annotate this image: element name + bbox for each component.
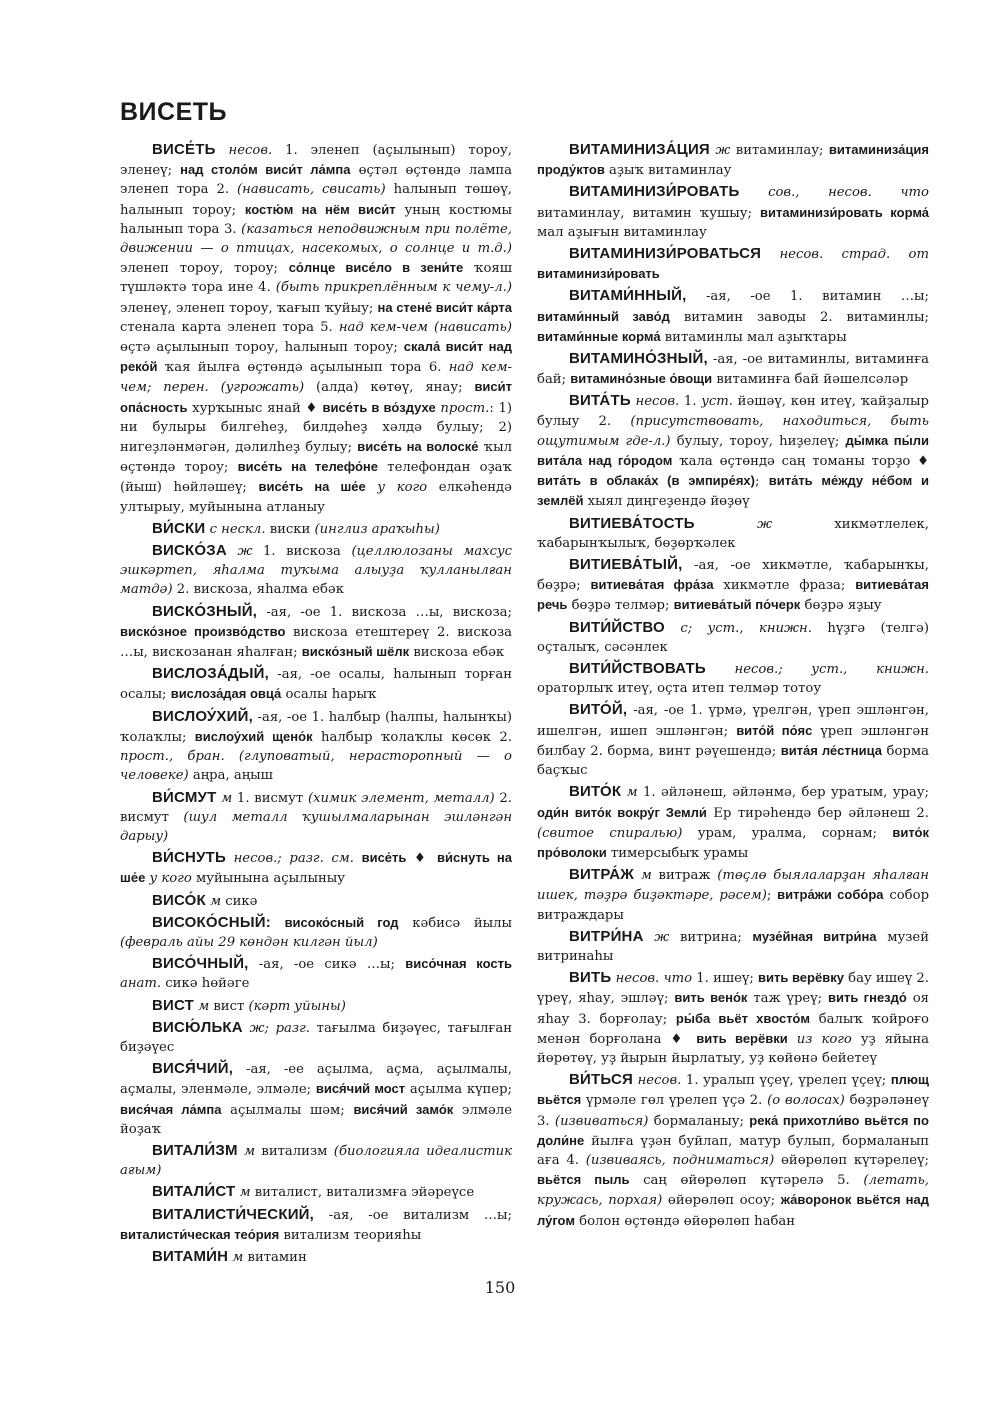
definition-text: 1. висмут [232,790,308,806]
example-phrase: вита́ть в облака́х (в эмпире́ях) [537,473,755,489]
dictionary-entry [537,182,929,242]
definition-text: ҡояш түшләктә тора ине 4. [120,261,513,296]
headword: ВИТО́К [569,783,622,801]
dictionary-entry [537,927,929,966]
definition-text: эленеп тороу, тороу; [120,261,289,277]
definition-text: витаминлау, витамин ҡушыу; [537,205,761,221]
definition-text: витализм [255,1143,334,1159]
example-phrase: виско́зное произво́дство [120,623,286,639]
grammar-note: ж [654,929,670,945]
definition-text [354,851,362,866]
headword: ВИСО́ЧНЫЙ, [152,955,249,973]
example-phrase: витра́жи собо́ра [777,887,884,903]
definition-text: аҫылма күпер; [405,1082,512,1098]
definition-text: хыял диңгеҙендә йөҙөү [583,494,750,510]
example-phrase: ви́снуть на ше́е [120,850,512,886]
definition-text: 2. висмут [120,790,512,825]
definition-text: -ая, -ое 1. вискоза …ы, вискоза; [257,604,512,620]
definition-text: өҫтәл өҫтөндә лампа эленеп тора 2. [120,163,512,198]
example-phrase: вить вено́к [674,990,748,1006]
headword: ВИТИЕВА́ТЫЙ, [569,556,683,574]
dictionary-entry [537,782,929,863]
definition-text: өйөрөлөп күтәрелеү; [774,1152,929,1168]
grammar-note: м [239,1185,251,1201]
definition-text: аңра, аңыш [188,768,273,784]
example-phrase: високо́сный год [284,914,399,930]
grammar-note: с нескл. [209,521,266,537]
headword: ВИСОКО́СНЫЙ: [152,913,271,931]
definition-text: вискоза ебәк [409,645,505,661]
dictionary-entry [537,968,929,1068]
example-phrase: висе́ть [361,850,407,866]
headword: ВИ́ТЬСЯ [569,1071,633,1089]
definition-text: бөҙрә яҙыу [800,598,882,614]
definition-text: ҡая йылға өҫтөндә аҫылынып тора 6. [157,360,449,376]
definition-text: музей витринаһы [537,929,929,964]
headword: ВИТАМИНИЗИ́РОВАТЬ [569,183,740,201]
definition-text: уның костюмы һалынып тора 3. [120,202,513,237]
headword: ВИСКО́ЗНЫЙ, [152,602,258,620]
definition-text [271,916,285,931]
grammar-note: (целлюлозаны махсус эшкәртеп, яһалма туҡыма алыуҙа ҡулланылған матдә) [120,544,512,598]
example-phrase: витиева́тый по́черк [673,597,801,613]
example-phrase: вися́чий замо́к [353,1101,454,1117]
grammar-note: над кем-чем (нависать) [338,319,512,335]
definition-text: болон өҫтөндә өйөрөлөп һабан [574,1213,796,1229]
example-phrase: костю́м на нём виси́т [244,201,396,217]
headword: ВИТАЛИ́СТ [152,1183,236,1201]
left-column [120,140,512,1269]
definition-text: витамин [243,1249,307,1265]
example-phrase: плющ вьётся [537,1072,929,1108]
definition-text: витализм теорияһы [279,1227,422,1243]
definition-text: тағылма биҙәүес, тағылған биҙәүес [120,1020,512,1055]
example-phrase: вьётся пыль [537,1172,630,1188]
grammar-note: прост. [440,400,490,416]
headword: ВИТАМИ́ННЫЙ, [569,287,687,305]
definition-text: -ая, -ое 1. һалбыр (һалпы, һалынҡы) ҡолаҡлы; [120,709,512,745]
headword: ВИСЕ́ТЬ [152,141,216,158]
headword: ВИТАМИНО́ЗНЫЙ, [569,350,708,368]
example-phrase: вислоза́дая овца́ [170,686,282,702]
headword: ВИТО́Й, [569,701,628,719]
definition-text: виталист, витализмға эйәреүсе [250,1185,475,1201]
example-phrase: виталисти́ческая тео́рия [120,1226,280,1242]
example-phrase: витамино́зные о́вощи [570,371,713,387]
example-phrase: жа́воронок вьётся над лу́гом [537,1192,929,1228]
grammar-note: м [221,790,233,806]
example-phrase: вита́ть ме́жду не́бом и землёй [537,473,930,509]
grammar-note: сов., несов. что [768,185,929,201]
definition-text: урам, уралма, сорнам; [682,825,893,841]
dictionary-entry [120,996,512,1016]
dictionary-entry [537,555,929,616]
example-phrase: виско́зный шёлк [301,644,410,660]
headword: ВИСО́К [152,891,206,909]
grammar-note: м [232,1249,244,1265]
dictionary-entry [537,244,929,284]
grammar-note: м [210,893,222,909]
dictionary-entry [537,1070,929,1231]
grammar-note: у кого [377,480,428,496]
definition-text: өйөрөлөп осоу; [662,1193,781,1209]
example-phrase: висе́ть на ше́е [258,479,366,495]
definition-text: ҡыл өҫтөндә тороу; [120,440,512,476]
grammar-note: м [626,785,638,801]
dictionary-entry [120,913,512,952]
definition-text: һүҙгә (телгә) оҫталыҡ, сәсәнлек [537,620,929,655]
headword: ВИСЯ́ЧИЙ, [152,1060,234,1078]
dictionary-entry [120,1018,512,1057]
grammar-note: с; уст., книжн. [680,620,812,636]
example-phrase: на стене́ виси́т ка́рта [377,299,513,315]
dictionary-entry [120,519,512,539]
definition-text: ♦ [406,851,437,867]
definition-text: виски [265,521,315,537]
dictionary-entry [537,514,929,553]
definition-text: -ая, -ое осалы, һалынып торған осалы; [120,667,512,703]
dictionary-entry [120,954,512,993]
headword: ВИТИ́ЙСТВО [569,618,665,636]
definition-text: бөҙрәләнеү 3. [537,1093,930,1129]
definition-text: 1. [679,394,702,410]
headword: ВИТЬ [569,969,612,987]
grammar-note: несов. [637,1073,682,1089]
definition-text: 1. вискоза [252,544,352,560]
dictionary-entry [120,541,512,600]
dictionary-entry [120,891,512,911]
definition-text: 2. вискоза, яһалма ебәк [172,582,344,598]
definition-text [761,247,779,262]
headword: ВИ́СКИ [152,519,206,537]
dictionary-entry [120,788,512,847]
dictionary-entry [537,618,929,657]
headword: ВИТИЕВА́ТОСТЬ [569,514,695,532]
headword: ВИТА́ТЬ [569,392,631,410]
definition-text [243,1021,250,1036]
definition-text: бөҙрә телмәр; [567,598,674,614]
definition-text: мал аҙығын витаминлау [537,224,707,240]
definition-text [706,662,735,677]
grammar-note: (быть прикреплённым к чему-л.) [275,280,512,296]
definition-text: -ая, -ее аҫылма, аҫма, аҫылмалы, аҫмалы, эленмәле, элмәле; [120,1062,512,1098]
grammar-note: несов.; уст., книжн. [734,662,929,678]
example-phrase: над столо́м виси́т ла́мпа [180,162,351,178]
headword: ВИТАМИНИЗИ́РОВАТЬСЯ [569,245,762,263]
definition-text: стенала карта эленеп тора 5. [120,319,339,335]
grammar-note: ж; разг. [249,1020,310,1036]
example-phrase: вить верёвку [758,970,844,986]
example-phrase: висе́ть на волоске́ [357,439,479,455]
definition-text [665,621,680,636]
definition-text [226,851,234,866]
definition-text: элмәле йоҙаҡ [120,1102,512,1137]
example-phrase: виси́т опа́сность [120,379,513,415]
dictionary-entry [537,140,929,180]
definition-text [695,517,757,532]
definition-text: сикә [221,893,258,909]
definition-text: вискоза етештереү 2. вискоза …ы, вискозанан яһалған; [120,624,512,661]
grammar-note: ж [715,143,731,158]
example-phrase: ры́ба вьёт хвосто́м [675,1010,810,1026]
grammar-note: уст. [701,394,733,410]
grammar-note: м [198,998,210,1014]
definition-text: елкәһендә ултырыу, муйынына атланыу [120,480,512,515]
definition-text: уҙ яйына йөрөтөү, уҙ йырын йырлатыу, уҙ көйөнә бейетеү [537,1031,930,1066]
definition-text: ; [754,474,769,490]
grammar-note: несов. [228,143,273,158]
right-column [537,140,929,1233]
example-phrase: висе́ть на телефо́не [237,459,379,475]
example-phrase: со́лнце висе́ло в зени́те [288,260,464,276]
definition-text: 1. ишеү; [692,971,759,987]
definition-text: булыу, тороу, һиҙелеү; [670,433,846,449]
definition-text: -ая, -ое хикмәтле, ҡабарынҡы, бөҙрә; [537,558,929,594]
headword: ВИСТ [152,996,195,1014]
headword: ВИСЮ́ЛЬКА [152,1018,243,1036]
definition-text: телефондан оҙаҡ (йыш) һөйләшеү; [120,460,512,496]
example-phrase: скала́ виси́т над реко́й [120,339,512,375]
definition-text: -ая, -ое витализм …ы; [314,1207,512,1223]
definition-text: өҫтә аҫылынып тороу, һалынып тороу; [120,340,404,356]
dictionary-entry [120,602,512,663]
headword: ВИТАМИ́Н [152,1247,229,1265]
definition-text: йәшәү, көн итеү, ҡайҙалыр булыу 2. [537,394,929,429]
definition-text: : 1) ни булыры билгеһеҙ, билдәһеҙ хәлдә булыу; 2) нигеҙләнмәгән, дәлилһеҙ булыу; [120,400,513,456]
definition-text: 1. уралып үҫеү, үрелеп үҫеү; [681,1073,891,1089]
headword: ВИ́СНУТЬ [152,849,226,867]
definition-text: ораторлыҡ итеү, оҫта итеп телмәр тотоу [537,681,822,697]
dictionary-entry [120,1141,512,1180]
grammar-note: прост., бран. (глуповатый, нерасторопный — о человеке) [120,749,512,784]
definition-text [227,544,238,559]
example-phrase: витаминизи́ровать корма́ [760,204,930,220]
grammar-note: (свитое спиралью) [537,825,683,841]
definition-text [740,185,769,200]
grammar-note: несов. страд. от [779,247,929,263]
definition-text: 1. әйләнеш, әйләнмә, бер уратым, урау; [637,785,929,801]
definition-text: үрмәле гөл үрелеп үҫә 2. [581,1093,768,1109]
definition-text: кәбисә йылы [398,915,512,931]
definition-text: ҡала өҫтөндә саң томаны торҙо ♦ [672,454,929,470]
headword: ВИТАЛИ́ЗМ [152,1141,238,1159]
grammar-note: (извиваясь, подниматься) [585,1152,775,1168]
definition-text: вист [209,998,249,1014]
headword: ВИСЛОУ́ХИЙ, [152,707,253,725]
definition-text: витраж [651,868,718,884]
grammar-note: (кәрт уйыны) [248,998,346,1014]
definition-text: аҙыҡ витаминлау [604,163,732,179]
definition-text [644,930,655,945]
grammar-note: ж [237,544,253,560]
grammar-note: (биологияла идеалистик ағым) [120,1143,512,1179]
headword: ВИТИ́ЙСТВОВАТЬ [569,660,706,678]
definition-text: собор витраждары [537,888,930,923]
definition-text: витаминға бай йәшелсәләр [712,372,909,388]
definition-text: (алда) көтөү, янау; [304,380,475,396]
grammar-note: несов. что [615,971,693,987]
grammar-note: у кого [149,871,192,887]
definition-text: -ая, -ое витаминлы, витаминға бай; [537,352,929,388]
definition-text: балыҡ ҡойроғо менән борғолана ♦ [537,1011,929,1047]
grammar-note: (химик элемент, металл) [307,790,495,806]
definition-text: 1. эленеп (аҫылынып) тороу, эленеү; [120,143,512,179]
definition-text: витаминлау; [730,143,829,158]
example-phrase: витаминиза́ция проду́ктов [537,142,929,178]
grammar-note: (присутствовать, находиться, быть ощутимым где-л.) [537,413,929,449]
dictionary-entry [120,1205,512,1245]
example-phrase: витами́нный заво́д [537,308,670,324]
dictionary-entry [537,659,929,698]
example-phrase: оди́н вито́к вокру́г Земли́ [537,804,707,820]
page-number: 150 [484,1278,516,1297]
definition-text: хикмәтлелек, ҡабарынҡылыҡ, бөҙөрҡәлек [537,516,929,551]
example-phrase: витами́нные корма́ [537,328,661,344]
example-phrase: ды́мка пы́ли вита́ла над го́родом [537,432,929,469]
example-phrase: витиева́тая фра́за [590,577,714,593]
grammar-note: (инглиз араҡыһы) [314,521,440,537]
grammar-note: (төҫлө быялаларҙан яһалған ишек, тәҙрә биҙәктәре, рәсем) [537,868,929,904]
definition-text: -ая, -ое 1. үрмә, үрелгән, үреп эшләнгән, ишелгән, ишеп эшләнгән; [537,703,929,739]
grammar-note: (шул металл ҡушылмаларынан эшләнгән дарыу) [120,809,513,844]
example-phrase: вито́й по́яс [736,722,813,738]
dictionary-entry [120,848,512,888]
definition-text: осалы һарыҡ [281,687,377,703]
grammar-note: м [640,868,652,884]
definition-text: эленеү, эленеп тороу, ҡағып ҡуйыу; [120,300,378,316]
definition-text [366,480,378,495]
grammar-note: (летать, кружась, порхая) [537,1173,929,1209]
definition-text: үреп эшләнгән билбау 2. борма, винт рәүешендә; [537,723,929,759]
definition-text: -ая, -ое сикә …ы; [248,957,406,973]
definition-text: сикә һөйәге [161,976,250,992]
dictionary-entry [120,664,512,704]
grammar-note: несов.; разг. см. [233,851,354,867]
grammar-note: (извиваться) [554,1113,649,1129]
definition-text: борма баҫҡыс [537,743,929,779]
definition-text: витрина; [669,929,753,945]
dictionary-entry [537,286,929,347]
example-phrase: вить гнездо́ [828,990,907,1006]
grammar-note: (казаться неподвижным при полёте, движении — о птицах, насекомых, о солнце и т.д.) [120,221,512,257]
example-phrase: витаминизи́ровать [537,266,660,282]
definition-text: муйынына аҫылыныу [191,871,346,887]
dictionary-entry [120,1059,512,1139]
grammar-note: несов. [635,394,680,410]
definition-text: саң өйөрөлөп күтәрелә 5. [629,1173,864,1189]
grammar-note: м [244,1143,255,1159]
example-phrase: вися́чий мост [315,1081,406,1097]
definition-text [216,143,229,158]
definition-text: йылға үҙән буйлап, матур булып, бормаланып аға 4. [537,1133,929,1168]
definition-text: оя яһау 3. борғолау; [537,991,930,1027]
definition-text: хикмәтле фраза; [713,578,856,594]
grammar-note: из кого [796,1031,852,1047]
definition-text: ; [766,888,778,904]
headword: ВИТАЛИСТИ́ЧЕСКИЙ, [152,1205,315,1223]
definition-text: таж үреү; [747,991,829,1007]
grammar-note: анат. [120,976,162,992]
definition-text: тимерсыбыҡ урамы [606,845,749,861]
example-phrase: вить верёвки [696,1030,788,1046]
grammar-note: (о волосах) [767,1093,845,1109]
definition-text: бау ишеү 2. үреү, яһау, эшләү; [537,971,929,1007]
example-phrase: висо́чная кость [405,956,512,972]
definition-text: һалынып төшөү, һалынып тороу; [120,182,512,218]
grammar-note: (февраль айы 29 көндән килгән йыл) [120,934,378,950]
dictionary-entry [537,349,929,389]
definition-text: хурҡыныс янай ♦ [187,400,323,416]
definition-text: -ая, -ое 1. витамин …ы; [686,289,929,305]
example-phrase: музе́йная витри́на [752,928,877,944]
grammar-note: над кем-чем; перен. (угрожать) [120,360,512,396]
example-phrase: витиева́тая речь [537,577,929,613]
definition-text [788,1032,797,1047]
running-head: ВИСЕТЬ [120,98,227,126]
definition-text: Ер тирәһендә бер әйләнеш 2. [706,805,929,821]
dictionary-entry [537,700,929,780]
grammar-note: ж [757,516,773,532]
definition-text: бормаланыу; [648,1113,750,1129]
dictionary-entry [120,1182,512,1202]
dictionary-entry [120,707,512,786]
headword: ВИСЛОЗА́ДЫЙ, [152,665,270,683]
grammar-note: (нависать, свисать) [237,182,386,198]
dictionary-entry [120,140,512,517]
headword: ВИТАМИНИЗА́ЦИЯ [569,141,710,158]
example-phrase: вита́я ле́стница [780,742,882,758]
headword: ВИТРА́Ж [569,866,635,884]
definition-text: һалбыр ҡолаҡлы көсөк 2. [312,729,513,745]
dictionary-entry [120,1247,512,1267]
definition-text [634,868,641,883]
dictionary-entry [537,865,929,925]
headword: ВИСКО́ЗА [152,542,227,560]
headword: ВИ́СМУТ [152,788,217,806]
example-phrase: висе́ть в во́здухе [322,399,436,415]
example-phrase: вися́чая ла́мпа [120,1101,222,1117]
definition-text: аҫылмалы шәм; [221,1102,354,1118]
headword: ВИТРИ́НА [569,927,644,945]
dictionary-entry [537,391,929,511]
example-phrase: река́ прихотли́во вьётся по доли́не [537,1112,929,1148]
definition-text: витамин заводы 2. витаминлы; [669,309,929,325]
definition-text: витаминлы мал аҙыҡтары [660,329,847,345]
example-phrase: вито́к про́волоки [537,824,929,860]
example-phrase: вислоу́хий щено́к [194,728,313,744]
